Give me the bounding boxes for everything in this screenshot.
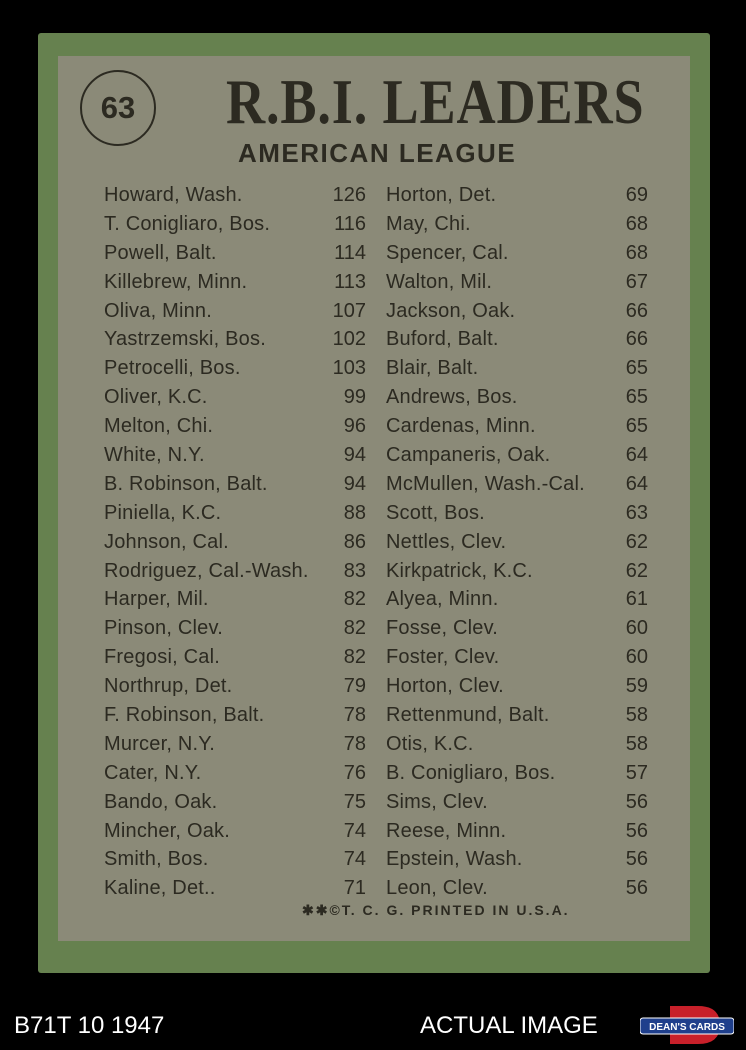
leader-row bbox=[386, 325, 648, 354]
rbi-value: 66 bbox=[625, 299, 648, 322]
rbi-value: 58 bbox=[625, 703, 648, 726]
leader-row bbox=[386, 412, 648, 441]
rbi-value: 64 bbox=[625, 443, 648, 466]
leader-row bbox=[104, 557, 366, 586]
rbi-value: 103 bbox=[332, 357, 366, 380]
leader-row bbox=[104, 585, 366, 614]
rbi-value: 58 bbox=[625, 732, 648, 755]
leader-row bbox=[104, 412, 366, 441]
leader-row bbox=[104, 499, 366, 528]
rbi-value: 96 bbox=[343, 415, 366, 438]
leader-row bbox=[386, 874, 648, 903]
rbi-value: 65 bbox=[625, 415, 648, 438]
player-name: Yastrzemski, Bos. bbox=[104, 328, 266, 351]
rbi-value: 78 bbox=[343, 703, 366, 726]
rbi-value: 67 bbox=[625, 270, 648, 293]
leader-row bbox=[104, 441, 366, 470]
rbi-value: 102 bbox=[332, 328, 366, 351]
leader-row bbox=[104, 817, 366, 846]
rbi-value: 116 bbox=[334, 212, 366, 235]
rbi-value: 63 bbox=[625, 501, 648, 524]
rbi-value: 107 bbox=[332, 299, 366, 322]
leader-row bbox=[104, 730, 366, 759]
player-name: Johnson, Cal. bbox=[104, 530, 229, 553]
player-name: Kirkpatrick, K.C. bbox=[386, 559, 533, 582]
rbi-value: 62 bbox=[625, 559, 648, 582]
player-name: Pinson, Clev. bbox=[104, 617, 223, 640]
leader-row bbox=[104, 470, 366, 499]
rbi-value: 56 bbox=[625, 848, 648, 871]
leader-row bbox=[386, 557, 648, 586]
player-name: Reese, Minn. bbox=[386, 819, 507, 842]
rbi-value: 86 bbox=[343, 530, 366, 553]
rbi-value: 69 bbox=[625, 183, 648, 206]
rbi-value: 78 bbox=[343, 732, 366, 755]
rbi-value: 94 bbox=[343, 472, 366, 495]
leader-row bbox=[386, 383, 648, 412]
leader-row bbox=[104, 845, 366, 874]
rbi-value: 61 bbox=[625, 588, 648, 611]
player-name: Piniella, K.C. bbox=[104, 501, 222, 524]
leader-row bbox=[104, 239, 366, 268]
rbi-value: 76 bbox=[343, 761, 366, 784]
player-name: Melton, Chi. bbox=[104, 415, 214, 438]
rbi-value: 71 bbox=[343, 877, 366, 900]
leader-row bbox=[386, 239, 648, 268]
logo-text: DEAN'S CARDS bbox=[649, 1022, 725, 1033]
rbi-value: 79 bbox=[343, 675, 366, 698]
leader-row bbox=[386, 845, 648, 874]
player-name: Cater, N.Y. bbox=[104, 761, 202, 784]
player-name: Northrup, Det. bbox=[104, 675, 233, 698]
leader-row bbox=[386, 759, 648, 788]
rbi-value: 60 bbox=[625, 646, 648, 669]
leader-row bbox=[386, 210, 648, 239]
player-name: Oliver, K.C. bbox=[104, 386, 208, 409]
rbi-value: 99 bbox=[343, 386, 366, 409]
leader-row bbox=[104, 268, 366, 297]
left-leaders-column bbox=[104, 181, 366, 903]
player-name: Nettles, Clev. bbox=[386, 530, 507, 553]
rbi-value: 56 bbox=[625, 790, 648, 813]
rbi-value: 82 bbox=[343, 617, 366, 640]
rbi-value: 88 bbox=[343, 501, 366, 524]
rbi-value: 62 bbox=[625, 530, 648, 553]
player-name: White, N.Y. bbox=[104, 443, 205, 466]
rbi-value: 74 bbox=[343, 819, 366, 842]
footer-actual-image: ACTUAL IMAGE bbox=[420, 1012, 598, 1039]
rbi-value: 68 bbox=[625, 241, 648, 264]
player-name: McMullen, Wash.-Cal. bbox=[386, 472, 585, 495]
player-name: Cardenas, Minn. bbox=[386, 415, 536, 438]
player-name: Walton, Mil. bbox=[386, 270, 493, 293]
copyright-line: ✱✱©T. C. G. PRINTED IN U.S.A. bbox=[302, 902, 570, 918]
player-name: Bando, Oak. bbox=[104, 790, 218, 813]
leader-row bbox=[104, 874, 366, 903]
leader-row bbox=[104, 672, 366, 701]
rbi-value: 113 bbox=[334, 270, 366, 293]
player-name: T. Conigliaro, Bos. bbox=[104, 212, 271, 235]
player-name: F. Robinson, Balt. bbox=[104, 703, 265, 726]
footer-catalog-id: B71T 10 1947 bbox=[14, 1012, 165, 1039]
player-name: Howard, Wash. bbox=[104, 183, 243, 206]
player-name: Leon, Clev. bbox=[386, 877, 488, 900]
rbi-value: 83 bbox=[343, 559, 366, 582]
leader-row bbox=[386, 528, 648, 557]
rbi-value: 75 bbox=[343, 790, 366, 813]
leader-row bbox=[386, 441, 648, 470]
player-name: Kaline, Det.. bbox=[104, 877, 216, 900]
player-name: Blair, Balt. bbox=[386, 357, 479, 380]
leader-row bbox=[386, 297, 648, 326]
player-name: Harper, Mil. bbox=[104, 588, 209, 611]
leader-row bbox=[386, 788, 648, 817]
leader-row bbox=[104, 297, 366, 326]
rbi-value: 82 bbox=[343, 646, 366, 669]
leader-row bbox=[104, 354, 366, 383]
leader-row bbox=[386, 643, 648, 672]
leader-row bbox=[386, 354, 648, 383]
player-name: Buford, Balt. bbox=[386, 328, 499, 351]
rbi-value: 59 bbox=[625, 675, 648, 698]
player-name: Rettenmund, Balt. bbox=[386, 703, 550, 726]
leader-row bbox=[386, 672, 648, 701]
leader-row bbox=[104, 181, 366, 210]
leader-row bbox=[386, 730, 648, 759]
leader-row bbox=[386, 585, 648, 614]
leader-row bbox=[386, 181, 648, 210]
rbi-value: 126 bbox=[332, 183, 366, 206]
player-name: Sims, Clev. bbox=[386, 790, 488, 813]
leader-row bbox=[104, 701, 366, 730]
player-name: Andrews, Bos. bbox=[386, 386, 518, 409]
player-name: Campaneris, Oak. bbox=[386, 443, 551, 466]
rbi-value: 114 bbox=[334, 241, 366, 264]
player-name: May, Chi. bbox=[386, 212, 471, 235]
player-name: Fregosi, Cal. bbox=[104, 646, 220, 669]
rbi-value: 65 bbox=[625, 357, 648, 380]
rbi-value: 60 bbox=[625, 617, 648, 640]
leader-row bbox=[104, 383, 366, 412]
player-name: Alyea, Minn. bbox=[386, 588, 499, 611]
player-name: Fosse, Clev. bbox=[386, 617, 499, 640]
player-name: Smith, Bos. bbox=[104, 848, 209, 871]
leader-row bbox=[386, 614, 648, 643]
card-number: 63 bbox=[80, 70, 156, 146]
player-name: Murcer, N.Y. bbox=[104, 732, 215, 755]
right-leaders-column bbox=[386, 181, 648, 903]
player-name: Mincher, Oak. bbox=[104, 819, 230, 842]
leader-row bbox=[386, 499, 648, 528]
leader-row bbox=[386, 817, 648, 846]
player-name: B. Robinson, Balt. bbox=[104, 472, 268, 495]
player-name: Foster, Clev. bbox=[386, 646, 500, 669]
leader-row bbox=[386, 470, 648, 499]
leader-row bbox=[104, 528, 366, 557]
leader-row bbox=[104, 614, 366, 643]
player-name: B. Conigliaro, Bos. bbox=[386, 761, 556, 784]
leader-row bbox=[104, 788, 366, 817]
leader-row bbox=[104, 210, 366, 239]
player-name: Scott, Bos. bbox=[386, 501, 485, 524]
rbi-value: 65 bbox=[625, 386, 648, 409]
rbi-value: 94 bbox=[343, 443, 366, 466]
leader-row bbox=[104, 325, 366, 354]
player-name: Rodriguez, Cal.-Wash. bbox=[104, 559, 309, 582]
player-name: Horton, Det. bbox=[386, 183, 497, 206]
leader-row bbox=[104, 643, 366, 672]
player-name: Epstein, Wash. bbox=[386, 848, 523, 871]
card-title: R.B.I. LEADERS bbox=[226, 67, 645, 137]
leader-row bbox=[104, 759, 366, 788]
player-name: Petrocelli, Bos. bbox=[104, 357, 241, 380]
rbi-value: 66 bbox=[625, 328, 648, 351]
player-name: Otis, K.C. bbox=[386, 732, 474, 755]
card-subtitle: AMERICAN LEAGUE bbox=[238, 138, 517, 168]
rbi-value: 68 bbox=[625, 212, 648, 235]
rbi-value: 56 bbox=[625, 819, 648, 842]
player-name: Powell, Balt. bbox=[104, 241, 217, 264]
player-name: Killebrew, Minn. bbox=[104, 270, 248, 293]
deans-cards-logo-icon bbox=[640, 1004, 734, 1046]
player-name: Oliva, Minn. bbox=[104, 299, 212, 322]
player-name: Horton, Clev. bbox=[386, 675, 504, 698]
rbi-value: 56 bbox=[625, 877, 648, 900]
player-name: Jackson, Oak. bbox=[386, 299, 516, 322]
leader-row bbox=[386, 701, 648, 730]
player-name: Spencer, Cal. bbox=[386, 241, 509, 264]
rbi-value: 57 bbox=[625, 761, 648, 784]
rbi-value: 74 bbox=[343, 848, 366, 871]
rbi-value: 82 bbox=[343, 588, 366, 611]
leader-row bbox=[386, 268, 648, 297]
rbi-value: 64 bbox=[625, 472, 648, 495]
